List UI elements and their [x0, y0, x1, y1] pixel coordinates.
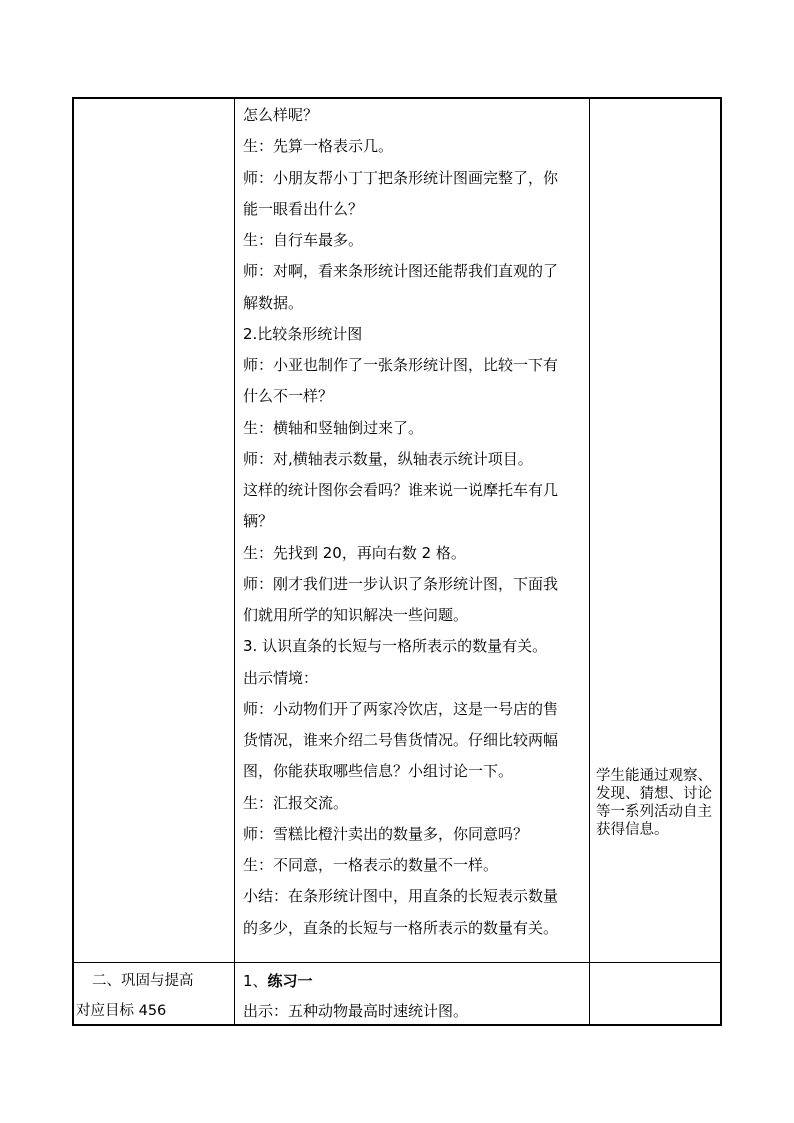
content-line: 师：小亚也制作了一张条形统计图，比较一下有 — [243, 356, 559, 374]
lesson-table — [72, 97, 722, 1026]
content-line: 师：刚才我们进一步认识了条形统计图，下面我 — [243, 575, 559, 593]
section-heading: 2.比较条形统计图 — [243, 325, 363, 343]
section-title: 二、巩固与提高 — [92, 973, 194, 989]
content-line: 小结：在条形统计图中，用直条的长短表示数量 — [243, 887, 559, 905]
content-line: 师：对,横轴表示数量，纵轴表示统计项目。 — [243, 450, 533, 468]
content-line: 师：小朋友帮小丁丁把条形统计图画完整了，你 — [243, 169, 559, 187]
column-divider-1 — [234, 99, 235, 1024]
exercise-text: 出示：五种动物最高时速统计图。 — [243, 1002, 469, 1020]
content-line: 货情况，谁来介绍二号售货情况。仔细比较两幅 — [243, 731, 559, 749]
content-line: 能一眼看出什么？ — [243, 200, 364, 218]
column-divider-2 — [589, 99, 590, 1024]
content-line: 生：先找到 20，再向右数 2 格。 — [243, 544, 466, 562]
content-line: 解数据。 — [243, 294, 304, 312]
exercise-number: 1、 — [243, 972, 268, 990]
exercise-title: 练习一 — [267, 972, 313, 990]
exercise-heading — [243, 971, 313, 991]
section-heading: 3. 认识直条的长短与一格所表示的数量有关。 — [243, 637, 548, 655]
content-line: 师：小动物们开了两家冷饮店，这是一号店的售 — [243, 700, 559, 718]
content-line: 这样的统计图你会看吗？谁来说一说摩托车有几 — [243, 481, 559, 499]
content-line: 生：先算一格表示几。 — [243, 137, 394, 155]
content-line: 师：雪糕比橙汁卖出的数量多，你同意吗？ — [243, 825, 529, 843]
content-line: 生：不同意，一格表示的数量不一样。 — [243, 856, 499, 874]
content-line: 们就用所学的知识解决一些问题。 — [243, 606, 469, 624]
content-line: 怎么样呢？ — [243, 106, 319, 124]
content-line: 辆？ — [243, 512, 274, 530]
content-line: 生：横轴和竖轴倒过来了。 — [243, 419, 424, 437]
content-line: 的多少，直条的长短与一格所表示的数量有关。 — [243, 919, 559, 937]
content-line: 生：汇报交流。 — [243, 794, 349, 812]
section-target: 对应目标 456 — [76, 1003, 167, 1019]
content-line: 生：自行车最多。 — [243, 231, 364, 249]
row-divider — [74, 962, 720, 963]
content-line: 什么不一样？ — [243, 387, 334, 405]
content-line: 图，你能获取哪些信息？小组讨论一下。 — [243, 762, 514, 780]
student-activity-note: 学生能通过观察、发现、猜想、讨论等一系列活动自主获得信息。 — [596, 768, 712, 838]
content-line: 出示情境： — [243, 669, 319, 687]
content-line: 师：对啊，看来条形统计图还能帮我们直观的了 — [243, 262, 559, 280]
